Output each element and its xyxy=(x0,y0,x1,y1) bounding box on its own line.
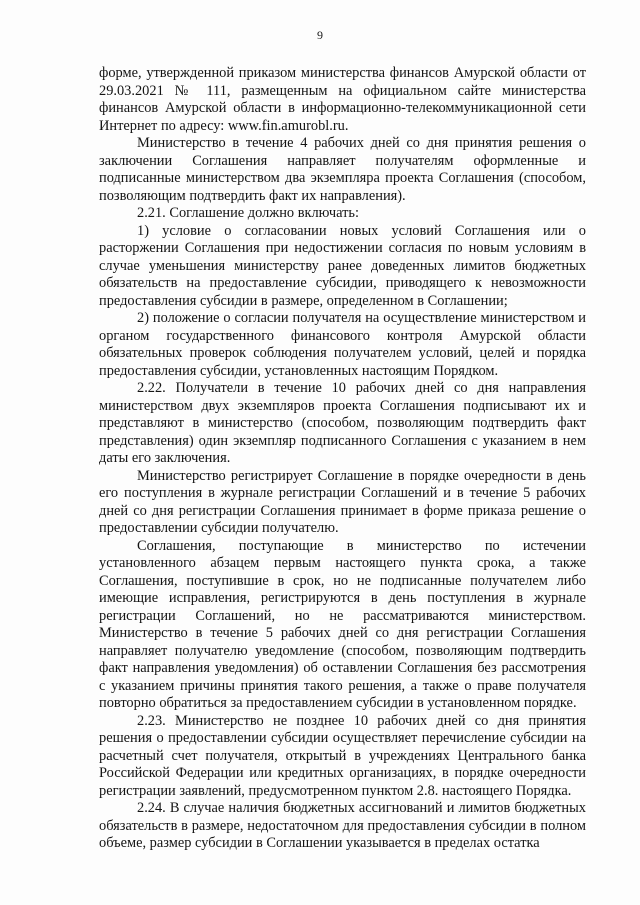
paragraph: Министерство регистрирует Соглашение в порядке очередности в день его поступления в журнале регистрации Соглашений и в течение 5 рабочих дней со дня регистрации Соглашения принимает в форме приказа решение о предоставлении субсидии получателю. xyxy=(99,467,586,536)
paragraph: Соглашения, поступающие в министерство по истечении установленного абзацем первым настоящего пункта срока, а также Соглашения, поступившие в срок, но не подписанные получателем либо имеющие исправления, регистрируются в день поступления в журнале регистрации Соглашений, но не рассматриваются министерством. Министерство в течение 5 рабочих дней со дня регистрации Соглашения направляет получателю уведомление (способом, позволяющим подтвердить факт направления уведомления) об оставлении Соглашения без рассмотрения с указанием причины принятия такого решения, а также о праве получателя повторно обратиться за предоставлением субсидии в установленном порядке. xyxy=(99,537,586,711)
document-body xyxy=(99,65,586,853)
paragraph-continuation: форме, утвержденной приказом министерства финансов Амурской области от 29.03.2021 № 111, размещенным на официальном сайте министерства финансов Амурской области в информационно-телекоммуникационной сети Интернет по адресу: www.fin.amurobl.ru. xyxy=(99,65,586,134)
paragraph-2-22: 2.22. Получатели в течение 10 рабочих дней со дня направления министерством двух экземпляров проекта Соглашения подписывают их и представляют в министерство (способом, позволяющим подтвердить факт представления) один экземпляр подписанного Соглашения с указанием в нем даты его заключения. xyxy=(99,380,586,466)
page-number: 9 xyxy=(317,28,323,42)
paragraph: Министерство в течение 4 рабочих дней со дня принятия решения о заключении Соглашения направляет получателям оформленные и подписанные министерством два экземпляра проекта Соглашения (способом, позволяющим подтвердить факт их направления). xyxy=(99,135,586,204)
paragraph-2-23: 2.23. Министерство не позднее 10 рабочих дней со дня принятия решения о предоставлении субсидии осуществляет перечисление субсидии на расчетный счет получателя, открытый в учреждениях Центрального банка Российской Федерации или кредитных организациях, в порядке очередности регистрации заявлений, предусмотренном пунктом 2.8. настоящего Порядка. xyxy=(99,712,586,799)
section-heading-2-21: 2.21. Соглашение должно включать: xyxy=(137,205,359,221)
list-item-2: 2) положение о согласии получателя на осуществление министерством и органом государственного финансового контроля Амурской области обязательных проверок соблюдения получателем условий, целей и порядка предоставления субсидии, установленных настоящим Порядком. xyxy=(99,310,586,379)
list-item-1: 1) условие о согласовании новых условий Соглашения или о расторжении Соглашения при недостижении согласия по новым условиям в случае уменьшения министерству ранее доведенных лимитов бюджетных обязательств на предоставление субсидии, приводящего к невозможности предоставления субсидии в размере, определенном в Соглашении; xyxy=(99,222,586,309)
paragraph-2-24: 2.24. В случае наличия бюджетных ассигнований и лимитов бюджетных обязательств в размере, недостаточном для предоставления субсидии в полном объеме, размер субсидии в Соглашении указывается в пределах остатка xyxy=(99,800,586,851)
